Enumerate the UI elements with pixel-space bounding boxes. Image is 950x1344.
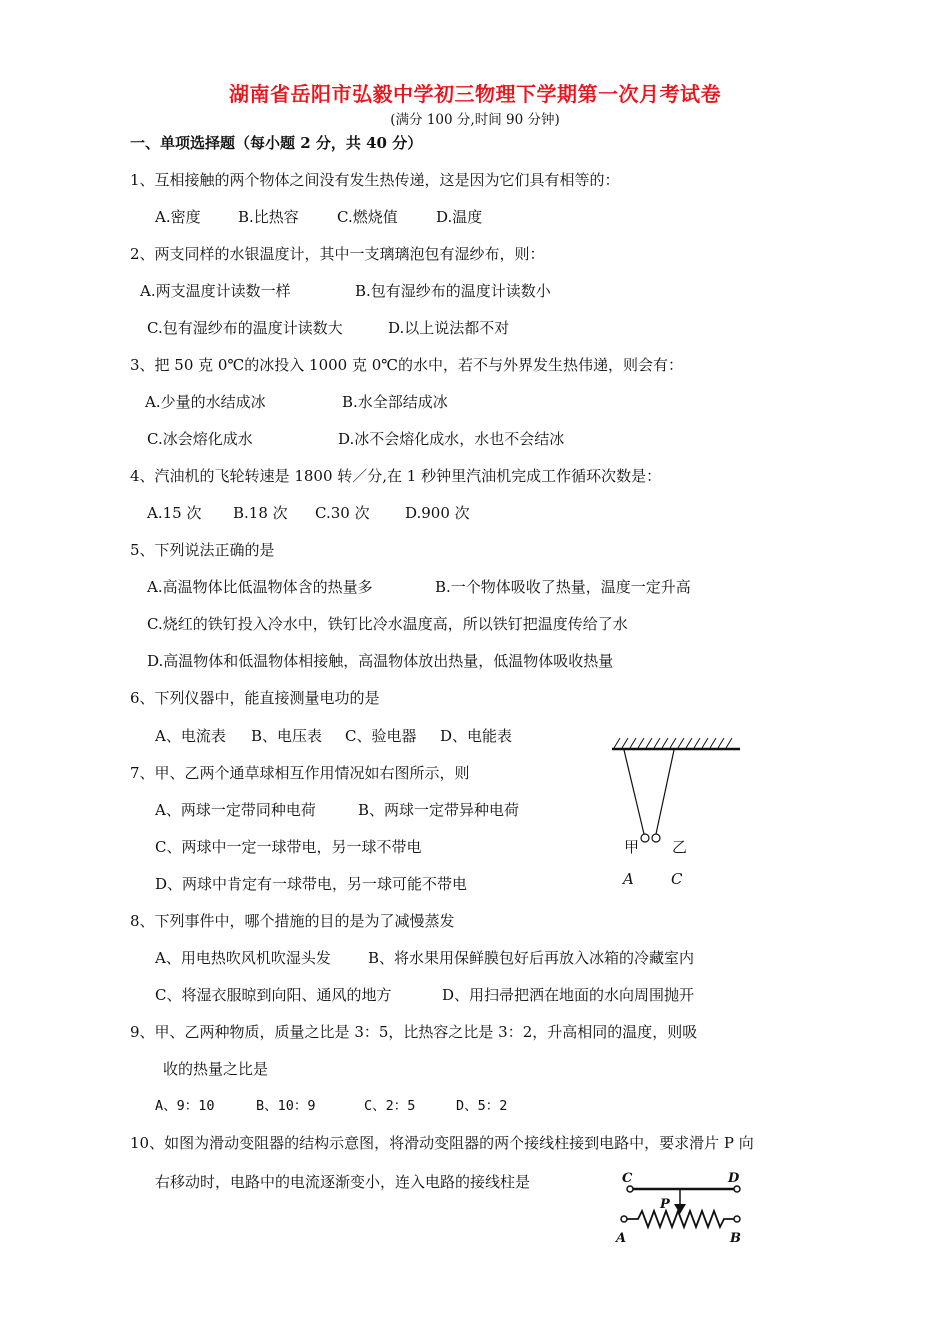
question-5-option-b: B.一个物体吸收了热量，温度一定升高 bbox=[435, 578, 691, 596]
question-8-option-a: A、用电热吹风机吹湿头发 bbox=[155, 949, 331, 967]
slider-arrow bbox=[674, 1204, 686, 1214]
question-5-option-a: A.高温物体比低温物体含的热量多 bbox=[147, 578, 373, 596]
terminal-b bbox=[734, 1216, 740, 1222]
ball-right bbox=[652, 834, 660, 842]
question-3-stem: 3、把 50 克 0℃的冰投入 1000 克 0℃的水中，若不与外界发生热伟递，则会有： bbox=[130, 356, 684, 374]
question-6-option-c: C、验电器 bbox=[345, 727, 417, 745]
terminal-a-label: A bbox=[616, 1231, 627, 1246]
terminal-d bbox=[734, 1186, 740, 1192]
question-10-stem-continued: 右移动时，电路中的电流逐渐变小，连入电路的接线柱是 bbox=[155, 1173, 531, 1191]
question-3-option-c: C.冰会熔化成水 bbox=[147, 430, 253, 448]
question-4-option-a: A.15 次 bbox=[147, 504, 202, 522]
question-1-stem: 1、互相接触的两个物体之间没有发生热传递，这是因为它们具有相等的： bbox=[130, 171, 620, 189]
question-6-stem: 6、下列仪器中，能直接测量电功的是 bbox=[130, 689, 380, 707]
rheostat-figure bbox=[610, 1164, 760, 1246]
question-8-option-d: D、用扫帚把洒在地面的水向周围抛开 bbox=[442, 986, 695, 1004]
question-9-stem-continued: 收的热量之比是 bbox=[163, 1060, 269, 1078]
question-7-option-d: D、两球中肯定有一球带电，另一球可能不带电 bbox=[155, 875, 468, 893]
ball-left-letter: A bbox=[623, 870, 634, 888]
terminal-b-label: B bbox=[730, 1231, 741, 1246]
terminal-a bbox=[621, 1216, 627, 1222]
question-6-option-d: D、电能表 bbox=[440, 727, 513, 745]
resistance-wire bbox=[627, 1211, 734, 1227]
right-thread bbox=[656, 750, 674, 834]
terminal-c bbox=[627, 1186, 633, 1192]
question-5-option-c: C.烧红的铁钉投入冷水中，铁钉比冷水温度高，所以铁钉把温度传给了水 bbox=[147, 615, 628, 633]
question-8-stem: 8、下列事件中，哪个措施的目的是为了减慢蒸发 bbox=[130, 912, 455, 930]
slider-p-label: P bbox=[660, 1197, 670, 1212]
question-7-option-c: C、两球中一定一球带电，另一球不带电 bbox=[155, 838, 422, 856]
question-1-option-a: A.密度 bbox=[155, 208, 201, 226]
suspended-balls-figure bbox=[600, 728, 750, 893]
question-1-option-b: B.比热容 bbox=[238, 208, 299, 226]
page-subtitle: (满分 100 分,时间 90 分钟) bbox=[390, 112, 560, 128]
question-6-option-a: A、电流表 bbox=[155, 727, 226, 745]
ball-left-label: 甲 bbox=[624, 838, 640, 856]
question-8-option-c: C、将湿衣服晾到向阳、通风的地方 bbox=[155, 986, 392, 1004]
question-10-stem: 10、如图为滑动变阻器的结构示意图，将滑动变阻器的两个接线柱接到电路中，要求滑片 P 向 bbox=[130, 1134, 754, 1152]
question-2-stem: 2、两支同样的水银温度计，其中一支璃璃泡包有湿纱布，则： bbox=[130, 245, 545, 263]
question-5-option-d: D.高温物体和低温物体相接触，高温物体放出热量，低温物体吸收热量 bbox=[147, 652, 614, 670]
question-6-option-b: B、电压表 bbox=[251, 727, 323, 745]
page-title: 湖南省岳阳市弘毅中学初三物理下学期第一次月考试卷 bbox=[229, 82, 721, 106]
question-7-stem: 7、甲、乙两个通草球相互作用情况如右图所示，则 bbox=[130, 764, 470, 782]
question-4-stem: 4、汽油机的飞轮转速是 1800 转／分,在 1 秒钟里汽油机完成工作循环次数是： bbox=[130, 467, 662, 485]
question-2-option-a: A.两支温度计读数一样 bbox=[140, 282, 291, 300]
question-2-option-b: B.包有湿纱布的温度计读数小 bbox=[355, 282, 551, 300]
terminal-c-label: C bbox=[622, 1171, 633, 1186]
question-3-option-d: D.冰不会熔化成水，水也不会结冰 bbox=[338, 430, 565, 448]
question-1-option-d: D.温度 bbox=[436, 208, 483, 226]
ball-right-label: 乙 bbox=[672, 838, 688, 856]
question-3-option-b: B.水全部结成冰 bbox=[342, 393, 448, 411]
question-4-option-d: D.900 次 bbox=[405, 504, 470, 522]
left-thread bbox=[624, 750, 644, 834]
question-7-option-b: B、两球一定带异种电荷 bbox=[358, 801, 520, 819]
section-heading: 一、单项选择题（每小题 2 分，共 40 分） bbox=[130, 134, 423, 152]
ceiling-hatching bbox=[614, 738, 732, 748]
question-4-option-b: B.18 次 bbox=[233, 504, 288, 522]
question-7-option-a: A、两球一定带同种电荷 bbox=[155, 801, 316, 819]
question-2-option-c: C.包有湿纱布的温度计读数大 bbox=[147, 319, 343, 337]
ball-left bbox=[641, 834, 649, 842]
question-3-option-a: A.少量的水结成冰 bbox=[145, 393, 266, 411]
question-9-option-d: D、5：2 bbox=[456, 1098, 508, 1114]
question-9-option-b: B、10：9 bbox=[256, 1098, 316, 1114]
question-5-stem: 5、下列说法正确的是 bbox=[130, 541, 275, 559]
question-4-option-c: C.30 次 bbox=[315, 504, 370, 522]
question-9-option-c: C、2：5 bbox=[364, 1098, 416, 1114]
terminal-d-label: D bbox=[728, 1171, 740, 1186]
question-2-option-d: D.以上说法都不对 bbox=[388, 319, 510, 337]
question-8-option-b: B、将水果用保鲜膜包好后再放入冰箱的冷藏室内 bbox=[368, 949, 695, 967]
question-9-option-a: A、9：10 bbox=[155, 1098, 215, 1114]
question-1-option-c: C.燃烧值 bbox=[337, 208, 398, 226]
ball-right-letter: C bbox=[671, 870, 683, 888]
question-9-stem: 9、甲、乙两种物质，质量之比是 3：5，比热容之比是 3：2，升高相同的温度，则吸 bbox=[130, 1023, 698, 1041]
